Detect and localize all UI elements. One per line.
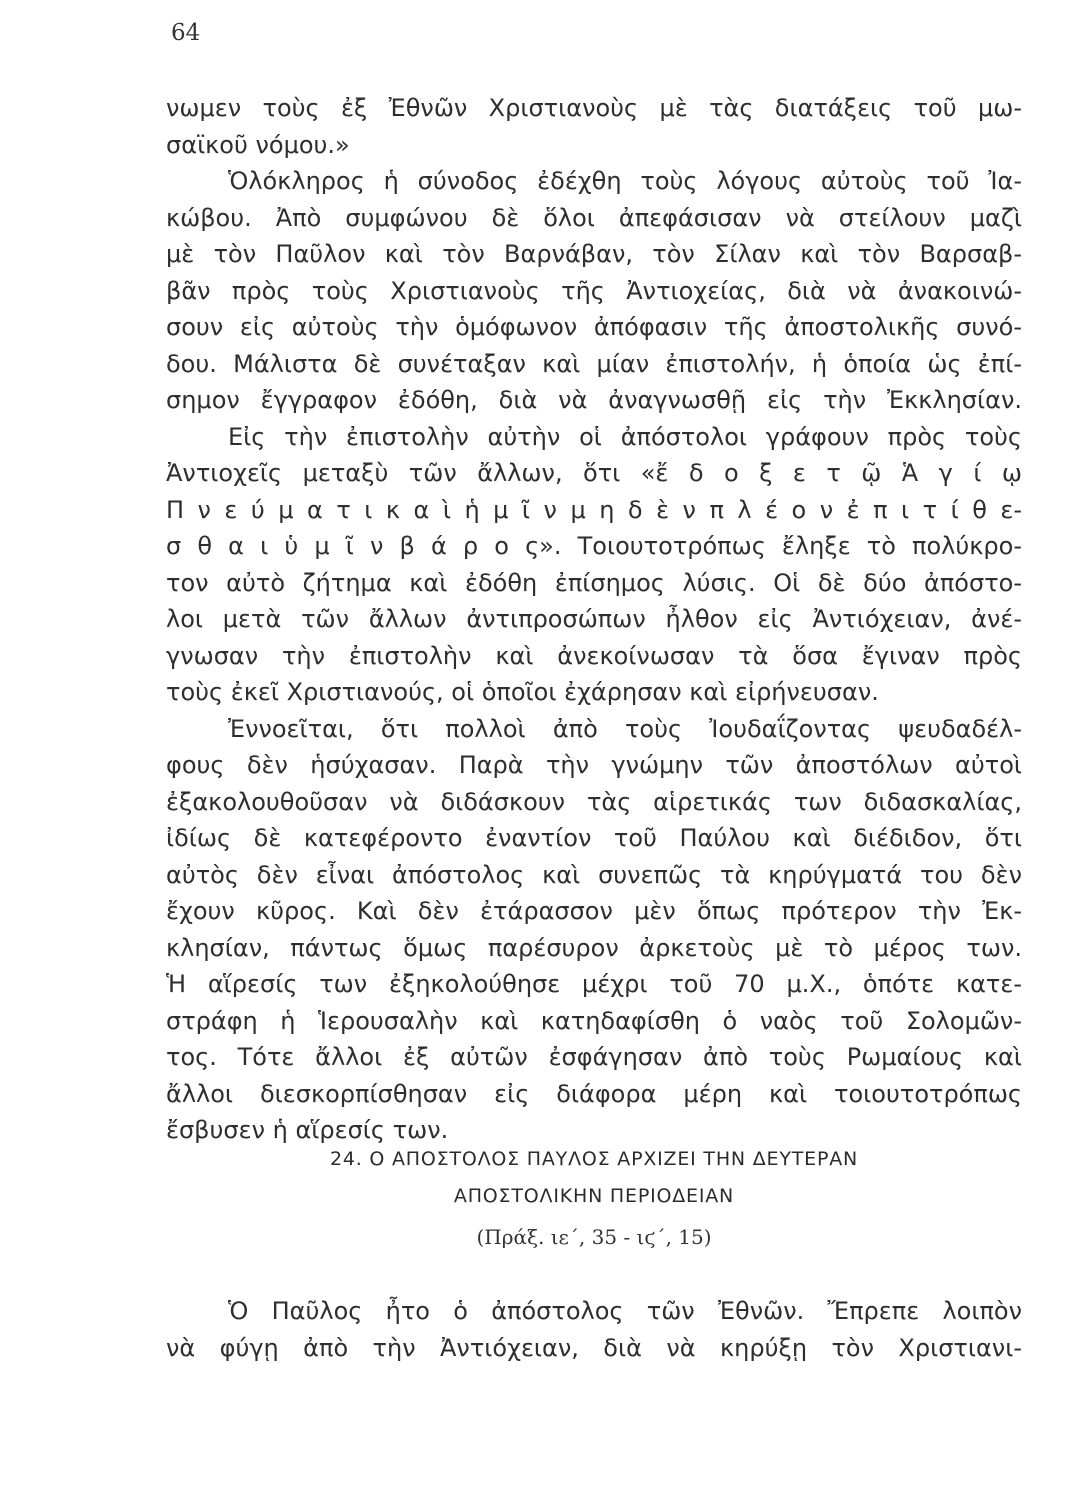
text-line: φους δὲν ἡσύχασαν. Παρὰ τὴν γνώμην τῶν ἀποστόλων αὐτοὶ	[166, 751, 1022, 779]
text-line: νὰ φύγῃ ἀπὸ τὴν Ἀντιόχειαν, διὰ νὰ κηρύξῃ τὸν Χριστιανι-	[166, 1333, 1022, 1362]
text-line: Ὁ Παῦλος ἦτο ὁ ἀπόστολος τῶν Ἐθνῶν. Ἔπρεπε λοιπὸν	[228, 1297, 1022, 1325]
text-line: βᾶν πρὸς τοὺς Χριστιανοὺς τῆς Ἀντιοχείας, διὰ νὰ ἀνακοινώ-	[166, 276, 1022, 305]
text-line: λοι μετὰ τῶν ἄλλων ἀντιπροσώπων ἦλθον εἰς Ἀντιόχειαν, ἀνέ-	[166, 605, 1022, 633]
text-line: Εἰς τὴν ἐπιστολὴν αὐτὴν οἱ ἀπόστολοι γράφουν πρὸς τοὺς	[228, 422, 1022, 451]
text-line: κλησίαν, πάντως ὅμως παρέσυρον ἀρκετοὺς μὲ τὸ μέρος των.	[166, 933, 1022, 962]
text-line: Ὁλόκληρος ἡ σύνοδος ἐδέχθη τοὺς λόγους αὐτοὺς τοῦ Ἰα-	[228, 167, 1022, 195]
text-line: ἐξακολουθοῦσαν νὰ διδάσκουν τὰς αἱρετικάς των διδασκαλίας,	[166, 787, 1022, 816]
text-line: κώβου. Ἀπὸ συμφώνου δὲ ὅλοι ἀπεφάσισαν νὰ στείλουν μαζὶ	[166, 203, 1022, 232]
page-number: 64	[171, 20, 201, 46]
text-line: σουν εἰς αὐτοὺς τὴν ὁμόφωνον ἀπόφασιν τῆς ἀποστολικῆς συνό-	[166, 313, 1022, 341]
text-line: ἔσβυσεν ἡ αἵρεσίς των.	[166, 1116, 449, 1144]
section-heading: 24. Ο ΑΠΟΣΤΟΛΟΣ ΠΑΥΛΟΣ ΑΡΧΙΖΕΙ ΤΗΝ ΔΕΥΤΕΡΑΝ	[329, 1148, 859, 1170]
text-line: δου. Μάλιστα δὲ συνέταξαν καὶ μίαν ἐπιστολήν, ἡ ὁποία ὡς ἐπί-	[166, 349, 1022, 378]
section-heading-continued: ΑΠΟΣΤΟΛΙΚΗΝ ΠΕΡΙΟΔΕΙΑΝ	[453, 1185, 735, 1207]
text-line: σ θ α ι ὑ μ ῖ ν β ά ρ ο ς». Τοιουτοτρόπως ἔληξε τὸ πολύκρο-	[166, 532, 1022, 560]
text-line: τον αὐτὸ ζήτημα καὶ ἐδόθη ἐπίσημος λύσις. Οἱ δὲ δύο ἀπόστο-	[166, 568, 1022, 597]
text-line: σαϊκοῦ νόμου.»	[166, 130, 350, 159]
text-line: τοὺς ἐκεῖ Χριστιανούς, οἱ ὁποῖοι ἐχάρησαν καὶ εἰρήνευσαν.	[166, 678, 879, 706]
text-line: Ἀντιοχεῖς μεταξὺ τῶν ἄλλων, ὅτι «ἔ δ ο ξ ε τ ῷ Ἁ γ ί ῳ	[166, 459, 1022, 487]
text-line: σημον ἔγγραφον ἐδόθη, διὰ νὰ ἀναγνωσθῇ εἰς τὴν Ἐκκλησίαν.	[166, 386, 1022, 414]
text-line: νωμεν τοὺς ἐξ Ἐθνῶν Χριστιανοὺς μὲ τὰς διατάξεις τοῦ μω-	[166, 94, 1022, 122]
text-line: ἔχουν κῦρος. Καὶ δὲν ἐτάρασσον μὲν ὅπως πρότερον τὴν Ἐκ-	[166, 897, 1022, 925]
text-line: μὲ τὸν Παῦλον καὶ τὸν Βαρνάβαν, τὸν Σίλαν καὶ τὸν Βαρσαβ-	[166, 240, 1022, 268]
text-line: στράφη ἡ Ἱερουσαλὴν καὶ κατηδαφίσθη ὁ ναὸς τοῦ Σολομῶν-	[166, 1006, 1022, 1035]
scripture-reference: (Πράξ. ιε΄, 35 - ιϛ΄, 15)	[476, 1225, 712, 1249]
text-line: γνωσαν τὴν ἐπιστολὴν καὶ ἀνεκοίνωσαν τὰ ὅσα ἔγιναν πρὸς	[166, 641, 1022, 670]
text-line: αὐτὸς δὲν εἶναι ἀπόστολος καὶ συνεπῶς τὰ κηρύγματά του δὲν	[166, 860, 1022, 889]
text-line: Ἐννοεῖται, ὅτι πολλοὶ ἀπὸ τοὺς Ἰουδαΐζοντας ψευδαδέλ-	[228, 714, 1022, 743]
text-line: Ἡ αἵρεσίς των ἐξηκολούθησε μέχρι τοῦ 70 μ.Χ., ὁπότε κατε-	[166, 970, 1022, 998]
text-line: τος. Τότε ἄλλοι ἐξ αὐτῶν ἐσφάγησαν ἀπὸ τοὺς Ρωμαίους καὶ	[166, 1043, 1022, 1071]
main-text-block	[166, 90, 1022, 1149]
text-line: ἰδίως δὲ κατεφέροντο ἐναντίον τοῦ Παύλου καὶ διέδιδον, ὅτι	[166, 824, 1022, 852]
text-line: Π ν ε ύ μ α τ ι κ α ὶ ἡ μ ῖ ν μ η δ ὲ ν π λ έ ο ν ἐ π ι τ ί θ ε-	[166, 495, 1022, 524]
text-line: ἄλλοι διεσκορπίσθησαν εἰς διάφορα μέρη καὶ τοιουτοτρόπως	[166, 1079, 1022, 1108]
section-text-block	[166, 1293, 1022, 1366]
